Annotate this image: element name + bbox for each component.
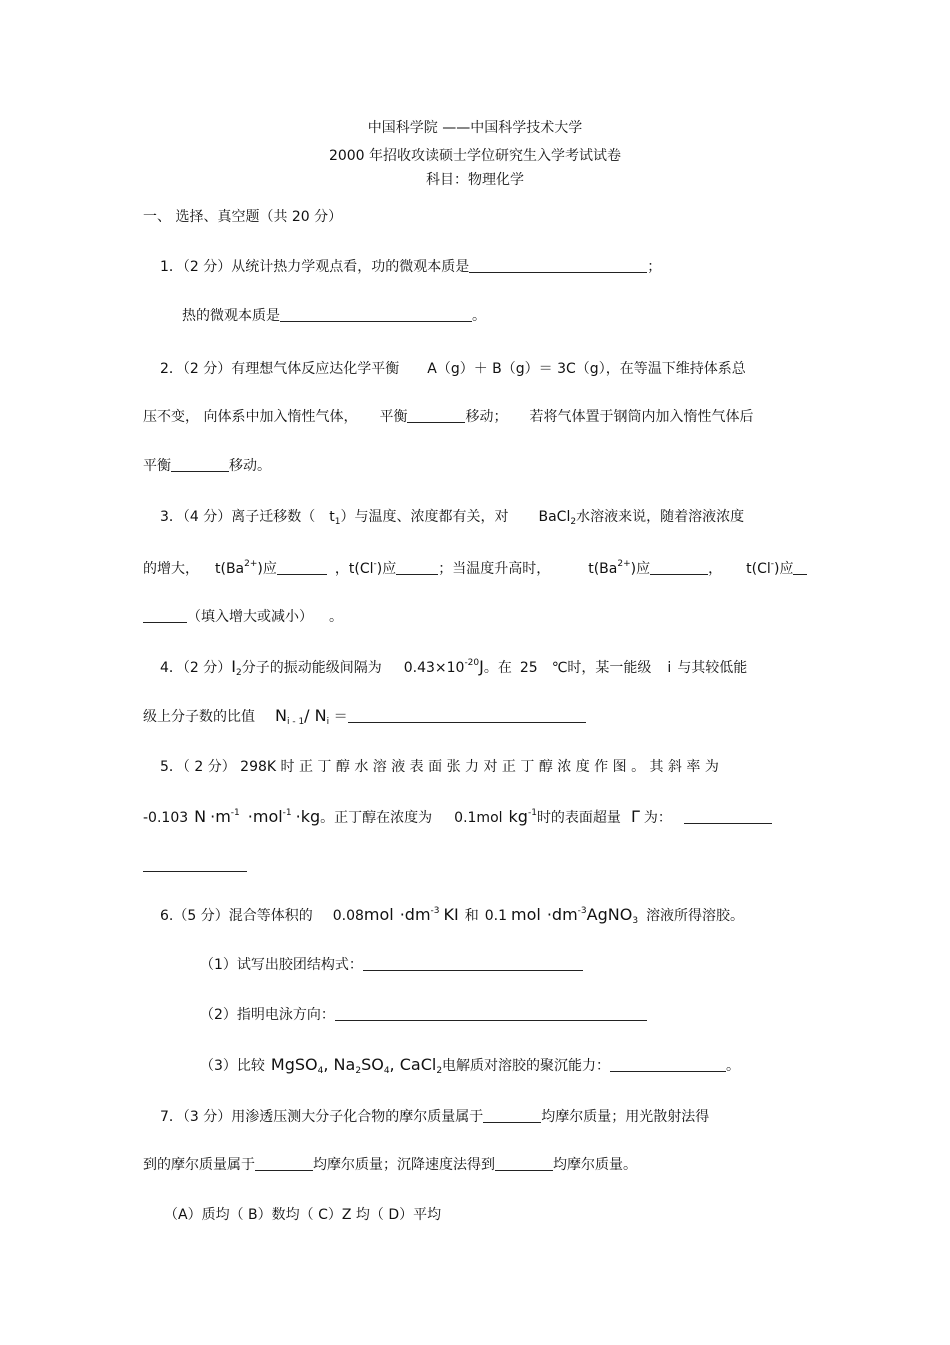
- q6-dm-1: ·dm: [399, 905, 431, 924]
- q4-i2-subscript: 2: [235, 668, 242, 678]
- q6-ki: KI: [443, 905, 459, 924]
- q5-conc-kg: kg: [508, 807, 528, 826]
- question-5-line-3: [143, 856, 247, 876]
- q5-conc-kg-exp: -1: [527, 808, 537, 818]
- q4-text-1c: 。在: [483, 660, 512, 676]
- question-7-line-1: [160, 1107, 709, 1127]
- q6-dm-1-exp: -3: [430, 906, 440, 916]
- q1-text-b: 热的微观本质是: [182, 308, 280, 324]
- q7-text-2c: 均摩尔质量。: [553, 1157, 637, 1173]
- q7-text-2a: 到的摩尔质量属于: [143, 1157, 255, 1173]
- question-2-line-2: [143, 407, 753, 427]
- q1-blank-1[interactable]: [469, 258, 647, 273]
- q6-agno3-subscript: 3: [632, 916, 639, 926]
- q6-part-3-text-a: （3）比较: [200, 1058, 265, 1074]
- question-2-line-3: [143, 456, 271, 476]
- q7-blank-2[interactable]: [255, 1156, 313, 1171]
- q2-reaction: A（g）＋ B（g）＝ 3C（g），在等温下维持体系总: [427, 361, 746, 377]
- q7-blank-3[interactable]: [495, 1156, 553, 1171]
- q4-blank[interactable]: [348, 708, 586, 723]
- q5-unit-kg: ·kg: [295, 807, 321, 826]
- q7-text-1b: 均摩尔质量；用光散射法得: [541, 1109, 710, 1125]
- q5-unit-n: N: [194, 807, 207, 826]
- q3-t-subscript: 1: [334, 517, 341, 527]
- q2-text-1: 2．（2 分）有理想气体反应达化学平衡: [160, 361, 400, 377]
- q4-value: 0.43×10: [403, 660, 465, 676]
- q3-text-1a: 3．（4 分）离子迁移数（: [160, 509, 316, 525]
- q4-exponent: -20: [464, 658, 480, 668]
- exam-title: 2000 年招收攻读硕士学位研究生入学考试试卷: [328, 148, 622, 164]
- question-7-options: （A）质均（ B）数均（ C）Z 均（ D）平均: [164, 1207, 442, 1223]
- exam-subject: 科目：物理化学: [426, 172, 524, 188]
- q3-ying-1: )应: [257, 561, 277, 577]
- q4-ratio-n: N: [275, 706, 287, 725]
- q4-ratio-sub2: i: [326, 717, 330, 727]
- q4-text-1b: 分子的振动能级间隔为: [241, 660, 382, 676]
- q5-text-1: 5．（ 2 分） 298K 时 正 丁 醇 水 溶 液 表 面 张 力 对 正 丁 醇 浓 度 作 图 。 其 斜 率 为: [160, 759, 719, 775]
- q3-text-3: （填入增大或减小）: [187, 609, 313, 625]
- q6-na2: , Na: [323, 1055, 356, 1074]
- q7-text-1a: 7．（3 分）用渗透压测大分子化合物的摩尔质量属于: [160, 1109, 484, 1125]
- q1-text-a-end: ；: [647, 259, 662, 275]
- question-4-line-1: [160, 657, 747, 678]
- q1-text-b-end: 。: [472, 308, 486, 324]
- question-1-line-2: [182, 306, 486, 326]
- q3-text-1b: ）与温度、浓度都有关，对: [340, 509, 509, 525]
- q1-text-a: 1．（2 分）从统计热力学观点看，功的微观本质是: [160, 259, 470, 275]
- q6-blank-1[interactable]: [363, 956, 583, 971]
- q5-text-2c: 时的表面超量: [536, 810, 621, 826]
- q6-blank-3[interactable]: [610, 1057, 726, 1072]
- q3-t-symbol: t: [329, 509, 335, 525]
- q3-sep: ，: [334, 561, 349, 577]
- q6-part-2-text: （2）指明电泳方向：: [200, 1007, 335, 1023]
- q6-so4: SO: [361, 1055, 384, 1074]
- q3-charge-2: 2+: [617, 559, 631, 569]
- q5-text-2b: 。正丁醇在浓度为: [320, 810, 433, 826]
- q3-text-1c: 水溶液来说，随着溶液浓度: [576, 509, 745, 525]
- q7-text-2b: 均摩尔质量；沉降速度法得到: [313, 1157, 495, 1173]
- q5-unit-mol: ·mol: [247, 807, 283, 826]
- q3-text-2c: ；当温度升高时，: [438, 561, 551, 577]
- question-6-part-3: [200, 1055, 740, 1076]
- q2-text-2b: 平衡: [379, 409, 408, 425]
- question-7-line-2: [143, 1155, 637, 1175]
- q6-mol-2: mol: [511, 905, 541, 924]
- q4-temperature: 25: [519, 660, 538, 676]
- q3-ying-2: )应: [376, 561, 397, 577]
- q3-ying-3: )应: [630, 561, 651, 577]
- q6-agno3: AgNO: [586, 905, 633, 924]
- q3-tba-1: t(Ba: [215, 561, 245, 577]
- q6-mgso4-subscript: 4: [317, 1066, 324, 1076]
- q6-part-1-text: （1）试写出胶团结构式：: [200, 957, 363, 973]
- q5-text-2d: 为：: [643, 810, 672, 826]
- q3-bacl2-subscript: 2: [570, 517, 577, 527]
- q5-unit-m: ·m: [210, 807, 231, 826]
- q2-blank-2[interactable]: [171, 457, 229, 472]
- q5-blank[interactable]: [684, 809, 772, 824]
- q5-unit-mol-exp: -1: [282, 808, 292, 818]
- q3-text-2a: 的增大，: [143, 561, 199, 577]
- exam-institution: 中国科学院 ——中国科学技术大学: [367, 120, 583, 136]
- q6-blank-2[interactable]: [335, 1006, 647, 1021]
- q4-text-1e: 与其较低能: [677, 660, 748, 676]
- q5-blank-cont[interactable]: [143, 857, 247, 872]
- question-3-line-2: [143, 559, 807, 579]
- question-3-line-3: [143, 607, 343, 627]
- q3-bacl2: BaCl: [538, 509, 571, 525]
- q4-ratio-mid: / N: [304, 706, 327, 725]
- q6-conc-1: 0.08: [332, 908, 364, 924]
- q6-and: 和: [464, 908, 479, 924]
- q4-i2: I: [231, 657, 236, 676]
- question-6-line-1: [160, 905, 744, 926]
- q6-conc-2: 0.1: [484, 908, 508, 924]
- q3-tba-2: t(Ba: [588, 561, 618, 577]
- q2-text-2d: 若将气体置于钢筒内加入惰性气体后: [529, 409, 754, 425]
- q2-text-3b: 移动。: [229, 458, 271, 474]
- q6-text-1a: 6.（5 分）混合等体积的: [160, 908, 313, 924]
- q3-charge-1: 2+: [244, 559, 258, 569]
- question-1-line-1: [160, 257, 661, 277]
- q2-text-2a: 压不变， 向体系中加入惰性气体，: [143, 409, 358, 425]
- q4-unit: J: [479, 657, 484, 676]
- q6-text-1b: 溶液所得溶胶。: [646, 908, 745, 924]
- q5-slope: -0.103: [143, 810, 189, 826]
- q3-tcl-2: t(Cl: [746, 561, 771, 577]
- q6-mol-1: mol: [363, 905, 394, 924]
- q6-so4-subscript: 4: [383, 1066, 390, 1076]
- q3-blank-2[interactable]: [396, 560, 438, 575]
- q6-part-3-end: 。: [726, 1058, 741, 1074]
- q4-ratio-sub: i - 1: [286, 717, 305, 727]
- q2-text-2c: 移动；: [465, 409, 508, 425]
- q4-text-1a: 4．（2 分）: [160, 660, 232, 676]
- q6-na2-subscript: 2: [355, 1066, 362, 1076]
- q2-blank-1[interactable]: [407, 408, 465, 423]
- q6-part-3-text-b: 电解质对溶胶的聚沉能力：: [442, 1058, 611, 1074]
- question-5-line-2: [143, 807, 772, 828]
- q3-tcl-1: t(Cl: [348, 561, 374, 577]
- q5-gamma-symbol: Γ: [630, 807, 640, 826]
- q6-dm-2: ·dm: [546, 905, 578, 924]
- q3-text-3-end: 。: [329, 609, 343, 625]
- q1-blank-2[interactable]: [280, 307, 472, 322]
- question-5-line-1: [160, 757, 719, 777]
- q3-ying-4: )应: [774, 561, 794, 577]
- q6-mgso4: MgSO: [270, 1055, 318, 1074]
- section-heading: 一、 选择、真空题（共 20 分）: [143, 209, 343, 225]
- q3-comma: ，: [708, 561, 723, 577]
- q5-concentration: 0.1mol: [454, 810, 503, 826]
- q3-blank-3[interactable]: [650, 560, 708, 575]
- q4-i: i: [667, 660, 672, 676]
- question-4-line-2: [143, 706, 586, 727]
- q4-equals: ＝: [329, 709, 348, 725]
- q5-unit-m-exp: -1: [230, 808, 240, 818]
- q3-blank-4[interactable]: [793, 560, 807, 575]
- q3-blank-1[interactable]: [277, 560, 327, 575]
- question-6-part-1: [200, 955, 583, 975]
- q4-text-1d: ℃时，某一能级: [551, 660, 652, 676]
- q4-text-2a: 级上分子数的比值: [143, 709, 255, 725]
- question-3-line-1: [160, 507, 744, 527]
- q6-dm-2-exp: -3: [577, 906, 587, 916]
- q6-cacl2-subscript: 2: [436, 1066, 443, 1076]
- q3-minus-1: -: [373, 559, 377, 569]
- question-2-line-1: [160, 359, 746, 379]
- q3-blank-4-cont[interactable]: [143, 608, 187, 623]
- q2-text-3a: 平衡: [143, 458, 171, 474]
- question-6-part-2: [200, 1005, 647, 1025]
- q6-cacl2: , CaCl: [389, 1055, 437, 1074]
- q3-minus-2: -: [770, 559, 774, 569]
- q7-blank-1[interactable]: [483, 1108, 541, 1123]
